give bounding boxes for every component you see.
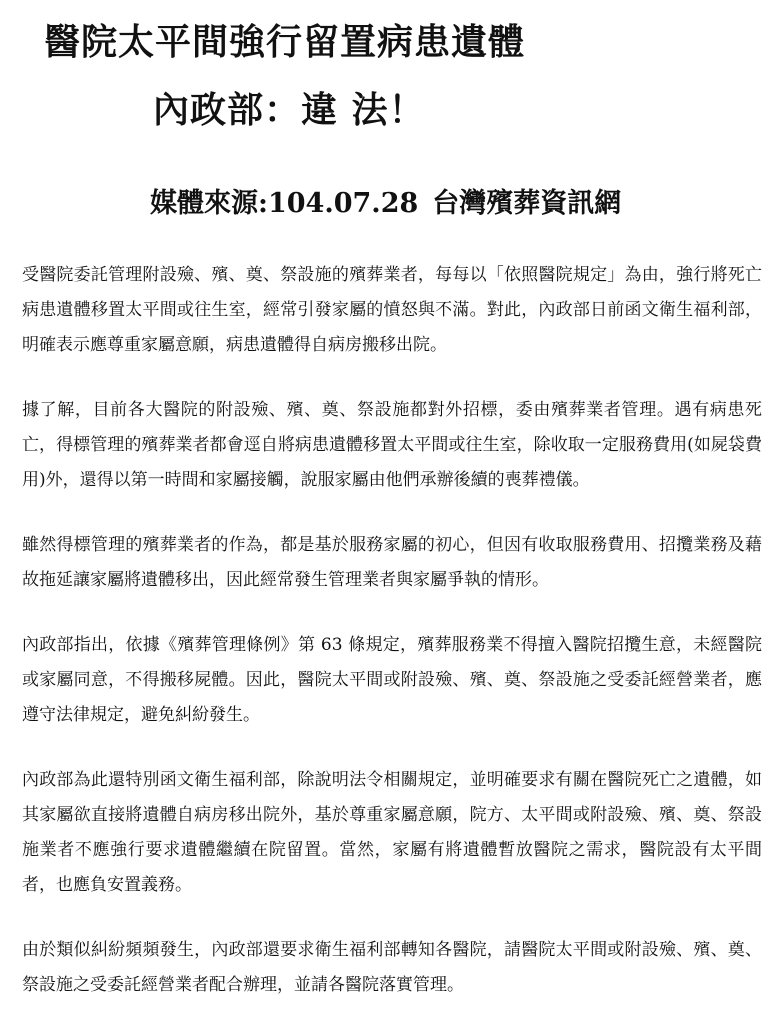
- paragraph-2: 據了解，目前各大醫院的附設殮、殯、奠、祭設施都對外招標，委由殯葬業者管理。遇有病患死亡，得標管理的殯葬業者都會逕自將病患遺體移置太平間或往生室，除收取一定服務費用(如屍袋費用)外，還得以第一時間和家屬接觸，說服家屬由他們承辦後續的喪葬禮儀。: [22, 400, 762, 490]
- paragraph-6: 由於類似糾紛頻頻發生，內政部還要求衛生福利部轉知各醫院，請醫院太平間或附設殮、殯、奠、祭設施之受委託經營業者配合辦理，並請各醫院落實管理。: [22, 940, 762, 995]
- media-source-name: 台灣殯葬資訊網: [432, 188, 622, 219]
- paragraph-4: 內政部指出，依據《殯葬管理條例》第 63 條規定，殯葬服務業不得擅入醫院招攬生意，未經醫院或家屬同意，不得搬移屍體。因此，醫院太平間或附設殮、殯、奠、祭設施之受委託經營業者，應遵守法律規定，避免糾紛發生。: [22, 635, 762, 725]
- paragraph-5: 內政部為此還特別函文衛生福利部，除說明法令相關規定，並明確要求有關在醫院死亡之遺體，如其家屬欲直接將遺體自病房移出院外，基於尊重家屬意願，院方、太平間或附設殮、殯、奠、祭設施業者不應強行要求遺體繼續在院留置。當然，家屬有將遺體暫放醫院之需求，醫院設有太平間者，也應負安置義務。: [22, 770, 762, 895]
- media-source-line: [150, 186, 621, 222]
- article-title-line2: 內政部：違 法！: [153, 89, 426, 131]
- article-title-line1: 醫院太平間強行留置病患遺體: [44, 21, 526, 63]
- media-source-label: 媒體來源:104.07.28: [150, 188, 419, 219]
- article-body: [22, 258, 762, 1033]
- paragraph-1: 受醫院委託管理附設殮、殯、奠、祭設施的殯葬業者，每每以「依照醫院規定」為由，強行將死亡病患遺體移置太平間或往生室，經常引發家屬的憤怒與不滿。對此，內政部日前函文衛生福利部，明確表示應尊重家屬意願，病患遺體得自病房搬移出院。: [22, 265, 762, 355]
- paragraph-3: 雖然得標管理的殯葬業者的作為，都是基於服務家屬的初心，但因有收取服務費用、招攬業務及藉故拖延讓家屬將遺體移出，因此經常發生管理業者與家屬爭執的情形。: [22, 535, 762, 590]
